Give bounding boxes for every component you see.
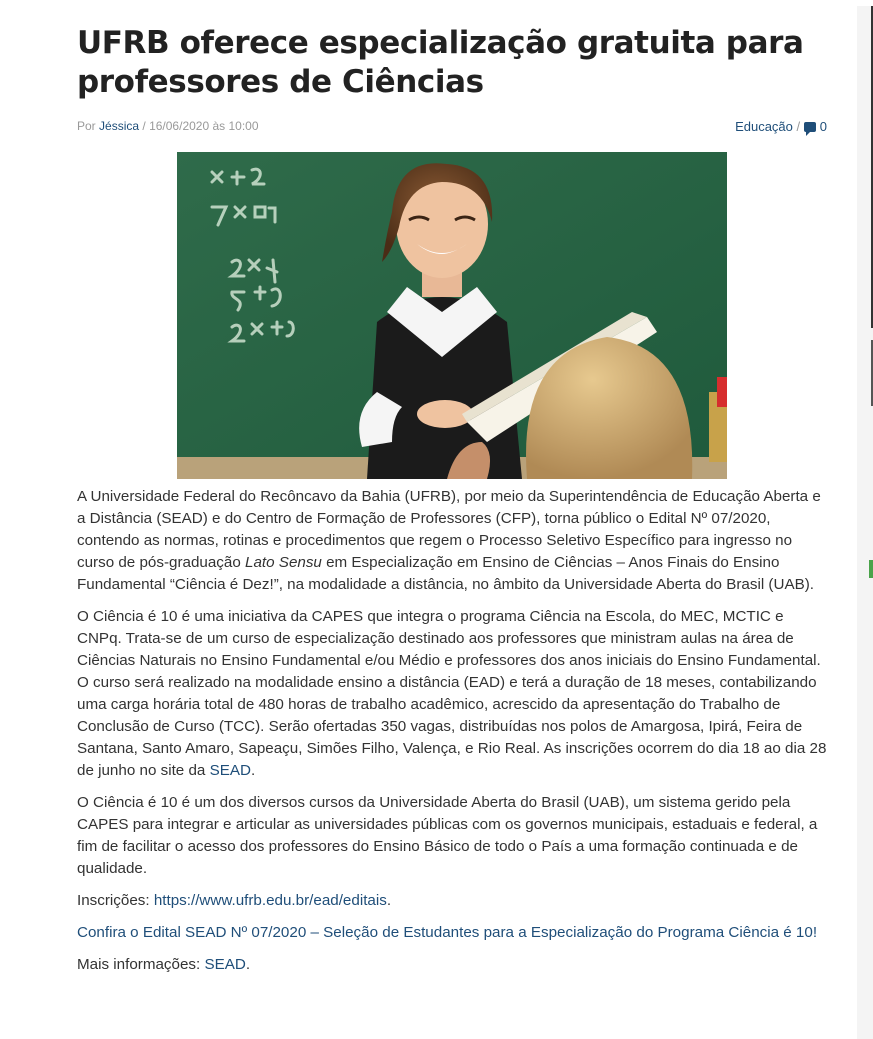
category-separator: / [796,119,801,134]
article [77,24,827,973]
publish-datetime: 16/06/2020 às 10:00 [149,119,259,133]
mais-info-link[interactable]: SEAD [204,956,246,973]
paragraph-2-end: . [250,762,256,779]
inscricoes-label: Inscrições: [77,892,150,909]
paragraph-4 [77,890,827,912]
article-meta [77,119,827,137]
mais-info-label: Mais informações: [77,956,201,973]
paragraph-2-text: O Ciência é 10 é uma iniciativa da CAPES que integra o programa Ciência na Escola, do MEC, MCTIC e CNPq. Trata-se de um curso de especialização destinado aos professores que ministram aulas na área de Ciências Naturais no Ensino Fundamental e/ou Médio e professores dos anos iniciais do Ensino Fundamental. O curso será realizado na modalidade ensino a distância (EAD) e terá a duração de 18 meses, contabilizando uma carga horária total de 480 horas de trabalho acadêmico, acrescido da apresentação do Trabalho de Conclusão de Curso (TCC). Serão ofertadas 350 vagas, distribuídas nos polos de Amargosa, Ipirá, Feira de Santana, Santo Amaro, Sapeaçu, Simões Filho, Valença, e Rio Real. As inscrições ocorrem do dia 18 ao dia 28 de junho no site da [77,608,827,779]
comments-link[interactable] [804,119,827,134]
meta-separator: / [142,119,146,133]
comment-icon [804,122,816,132]
paragraph-1-text-b: em Especialização em Ensino de Ciências – Anos Finais do Ensino Fundamental “Ciência é Dez!”, na modalidade a distância, no âmbito da Universidade Aberta do Brasil (UAB). [77,554,814,593]
paragraph-1 [77,486,827,596]
sidebar-indicator [869,560,873,578]
by-label: Por [77,119,96,133]
author-link[interactable]: Jéssica [99,119,140,133]
sead-link[interactable]: SEAD [209,762,251,779]
paragraph-2 [77,606,827,782]
edital-link[interactable]: Confira o Edital SEAD Nº 07/2020 – Seleção de Estudantes para a Especialização do Programa Ciência é 10! [77,924,818,941]
comment-count: 0 [819,119,827,134]
article-title: UFRB oferece especialização gratuita para professores de Ciências [77,25,804,100]
paragraph-1-text-a: A Universidade Federal do Recôncavo da Bahia (UFRB), por meio da Superintendência de Educação Aberta e a Distância (SEAD) e do Centro de Formação de Professores (CFP), torna público o Edital Nº 07/2020, contendo as normas, rotinas e procedimentos que regem o Processo Seletivo Específico para ingresso no curso de pós-graduação [77,488,821,571]
article-body [77,486,827,986]
meta-right [735,119,827,134]
paragraph-5 [77,922,827,944]
paragraph-3: O Ciência é 10 é um dos diversos cursos da Universidade Aberta do Brasil (UAB), um sistema gerido pela CAPES para integrar e articular as universidades públicas com os governos municipais, estaduais e federal, a fim de facilitar o acesso dos professores do Ensino Básico de todo o País a uma formação continuada e de qualidade. [77,794,818,877]
paragraph-6 [77,954,827,976]
paragraph-1-italic: Lato Sensu [245,554,322,571]
paragraph-4-end: . [386,892,392,909]
paragraph-6-end: . [245,956,251,973]
inscricoes-link[interactable]: https://www.ufrb.edu.br/ead/editais [153,892,387,909]
article-image [177,152,727,479]
teacher-photo [177,152,727,479]
category-link[interactable]: Educação [735,119,793,134]
